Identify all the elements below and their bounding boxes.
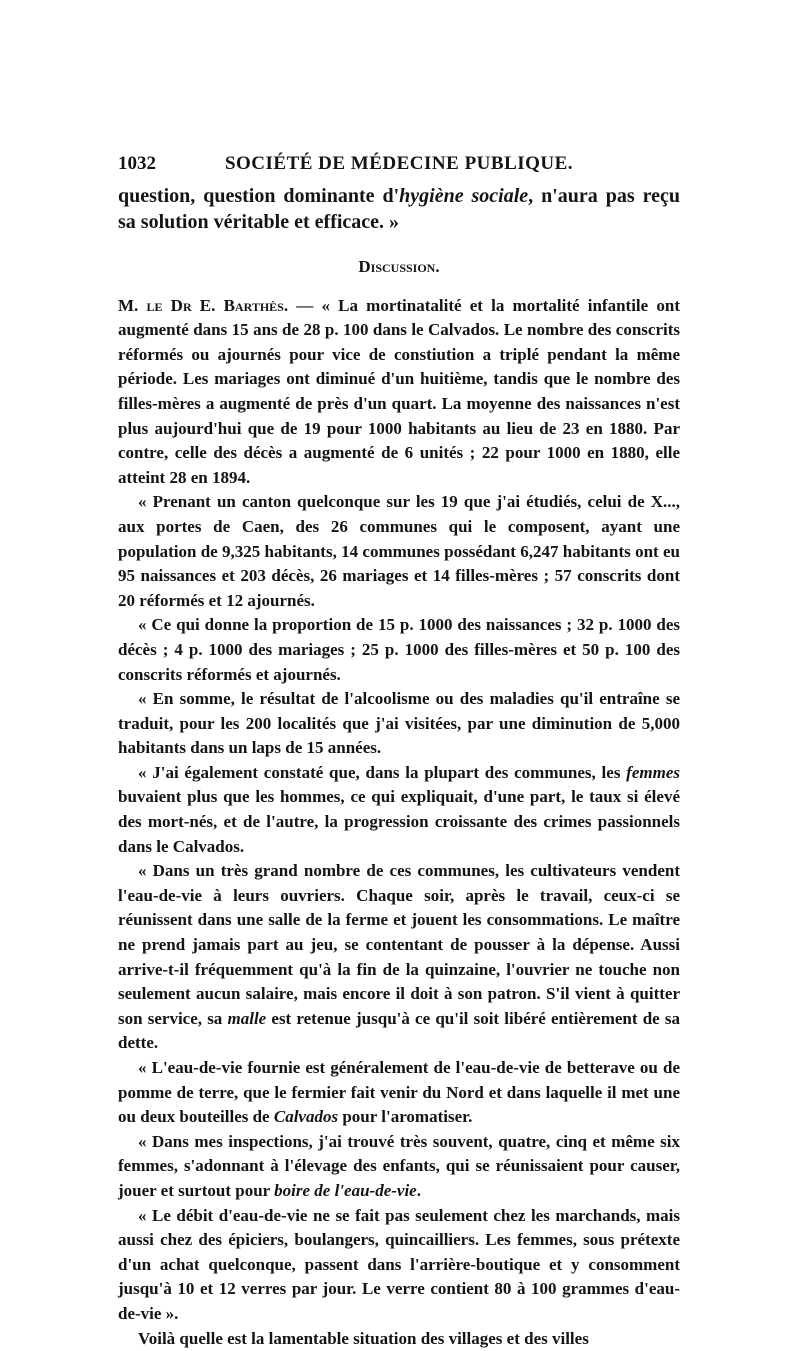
page-body — [118, 183, 680, 1351]
paragraph-6-start: « Dans un très grand nombre de ces communes, les cultivateurs vendent l'eau-de-vie à leurs ouvriers. Chaque soir, après le travail, ceux-ci se réunissent dans une salle de la ferme et jouent les consommations. Le maître ne prend jamais part au jeu, se contentant de pousser à la dépense. Aussi arrive-t-il fréquemment qu'à la fin de la quinzaine, l'ouvrier ne touche non seulement aucun salaire, mais encore il doit à son patron. S'il vient à quitter son service, sa — [118, 861, 680, 1028]
paragraph-7 — [118, 1056, 680, 1130]
paragraph-2: « Prenant un canton quelconque sur les 19 que j'ai étudiés, celui de X..., aux portes de Caen, des 26 communes qui le composent, ayant une population de 9,325 habitants, 14 communes possédant 6,247 habitants ont eu 95 naissances et 203 décès, 26 mariages et 14 filles-mères ; 57 conscrits dont 20 réformés et 12 ajournés. — [118, 492, 680, 610]
paragraph-8-end: . — [416, 1180, 421, 1200]
page-header — [118, 153, 680, 179]
paragraph-5 — [118, 761, 680, 859]
paragraph-7-emphasis: Calvados — [273, 1107, 339, 1127]
paragraph-3: « Ce qui donne la proportion de 15 p. 1000 des naissances ; 32 p. 1000 des décès ; 4 p. 1000 des mariages ; 25 p. 1000 des filles-mères et 50 p. 100 des conscrits réformés et ajournés. — [118, 615, 680, 684]
paragraph-8 — [118, 1130, 680, 1204]
paragraph-4: « En somme, le résultat de l'alcoolisme ou des maladies qu'il entraîne se traduit, pour les 200 localités que j'ai visitées, par une diminution de 5,000 habitants dans un laps de 15 années. — [118, 689, 680, 758]
paragraph-7-end: pour l'aromatiser. — [338, 1107, 473, 1127]
page-number: 1032 — [118, 153, 156, 174]
paragraph-1-text: « La mortinatalité et la mortalité infantile ont augmenté dans 15 ans de 28 p. 100 dans le Calvados. Le nombre des conscrits réformés ou ajournés pour vice de constiution a triplé pendant la même période. Les mariages ont diminué d'un huitième, tandis que le nombre des filles-mères a augmenté de près d'un quart. La moyenne des naissances n'est plus aujourd'hui que de 19 pour 1000 habitants au lieu de 23 en 1880. Par contre, celle des décès a augmenté de 6 unités ; 22 pour 1000 en 1880, elle atteint 28 en 1894. — [118, 295, 680, 487]
paragraph-8-emphasis: boire de l'eau-de-vie — [274, 1180, 417, 1200]
intro-paragraph — [118, 183, 680, 235]
intro-emphasis: hygiène sociale — [399, 185, 529, 207]
paragraph-8-start: « Dans mes inspections, j'ai trouvé très souvent, quatre, cinq et même six femmes, s'adonnant à l'élevage des enfants, qui se réunissaient pour causer, jouer et surtout pour — [118, 1131, 680, 1200]
running-title: SOCIÉTÉ DE MÉDECINE PUBLIQUE. — [224, 153, 574, 174]
speaker-name: M. le Dr E. Barthès. — — [118, 295, 314, 315]
intro-text-end: , n'aura pas reçu sa solution véritable et efficace. » — [118, 185, 680, 233]
paragraph-10: Voilà quelle est la lamentable situation des villages et des villes — [138, 1328, 589, 1348]
discussion-heading: Discussion. — [358, 257, 440, 276]
paragraph-5-emphasis: femmes — [626, 762, 680, 782]
paragraph-6-emphasis: malle — [227, 1008, 267, 1028]
paragraph-6-end: est retenue jusqu'à ce qu'il soit libéré entièrement de sa dette. — [118, 1008, 680, 1053]
intro-text-start: question, question dominante d' — [118, 185, 400, 207]
paragraph-5-end: buvaient plus que les hommes, ce qui expliquait, d'une part, le taux si élevé des mort-nés, et de l'autre, la progression croissante des crimes passionnels dans le Calvados. — [118, 787, 680, 856]
paragraph-6 — [118, 859, 680, 1056]
paragraph-5-start: « J'ai également constaté que, dans la plupart des communes, les — [138, 762, 627, 782]
paragraph-7-start: « L'eau-de-vie fournie est généralement de l'eau-de-vie de betterave ou de pomme de terre, que le fermier fait venir du Nord et dans laquelle il met une ou deux bouteilles de — [118, 1058, 680, 1127]
paragraph-9: « Le débit d'eau-de-vie ne se fait pas seulement chez les marchands, mais aussi chez des épiciers, boulangers, quincailliers. Les femmes, sous prétexte d'un achat quelconque, passent dans l'arrière-boutique et y consomment jusqu'à 10 et 12 verres par jour. Le verre contient 80 à 100 grammes d'eau-de-vie ». — [118, 1205, 680, 1323]
paragraph-1 — [118, 294, 680, 491]
